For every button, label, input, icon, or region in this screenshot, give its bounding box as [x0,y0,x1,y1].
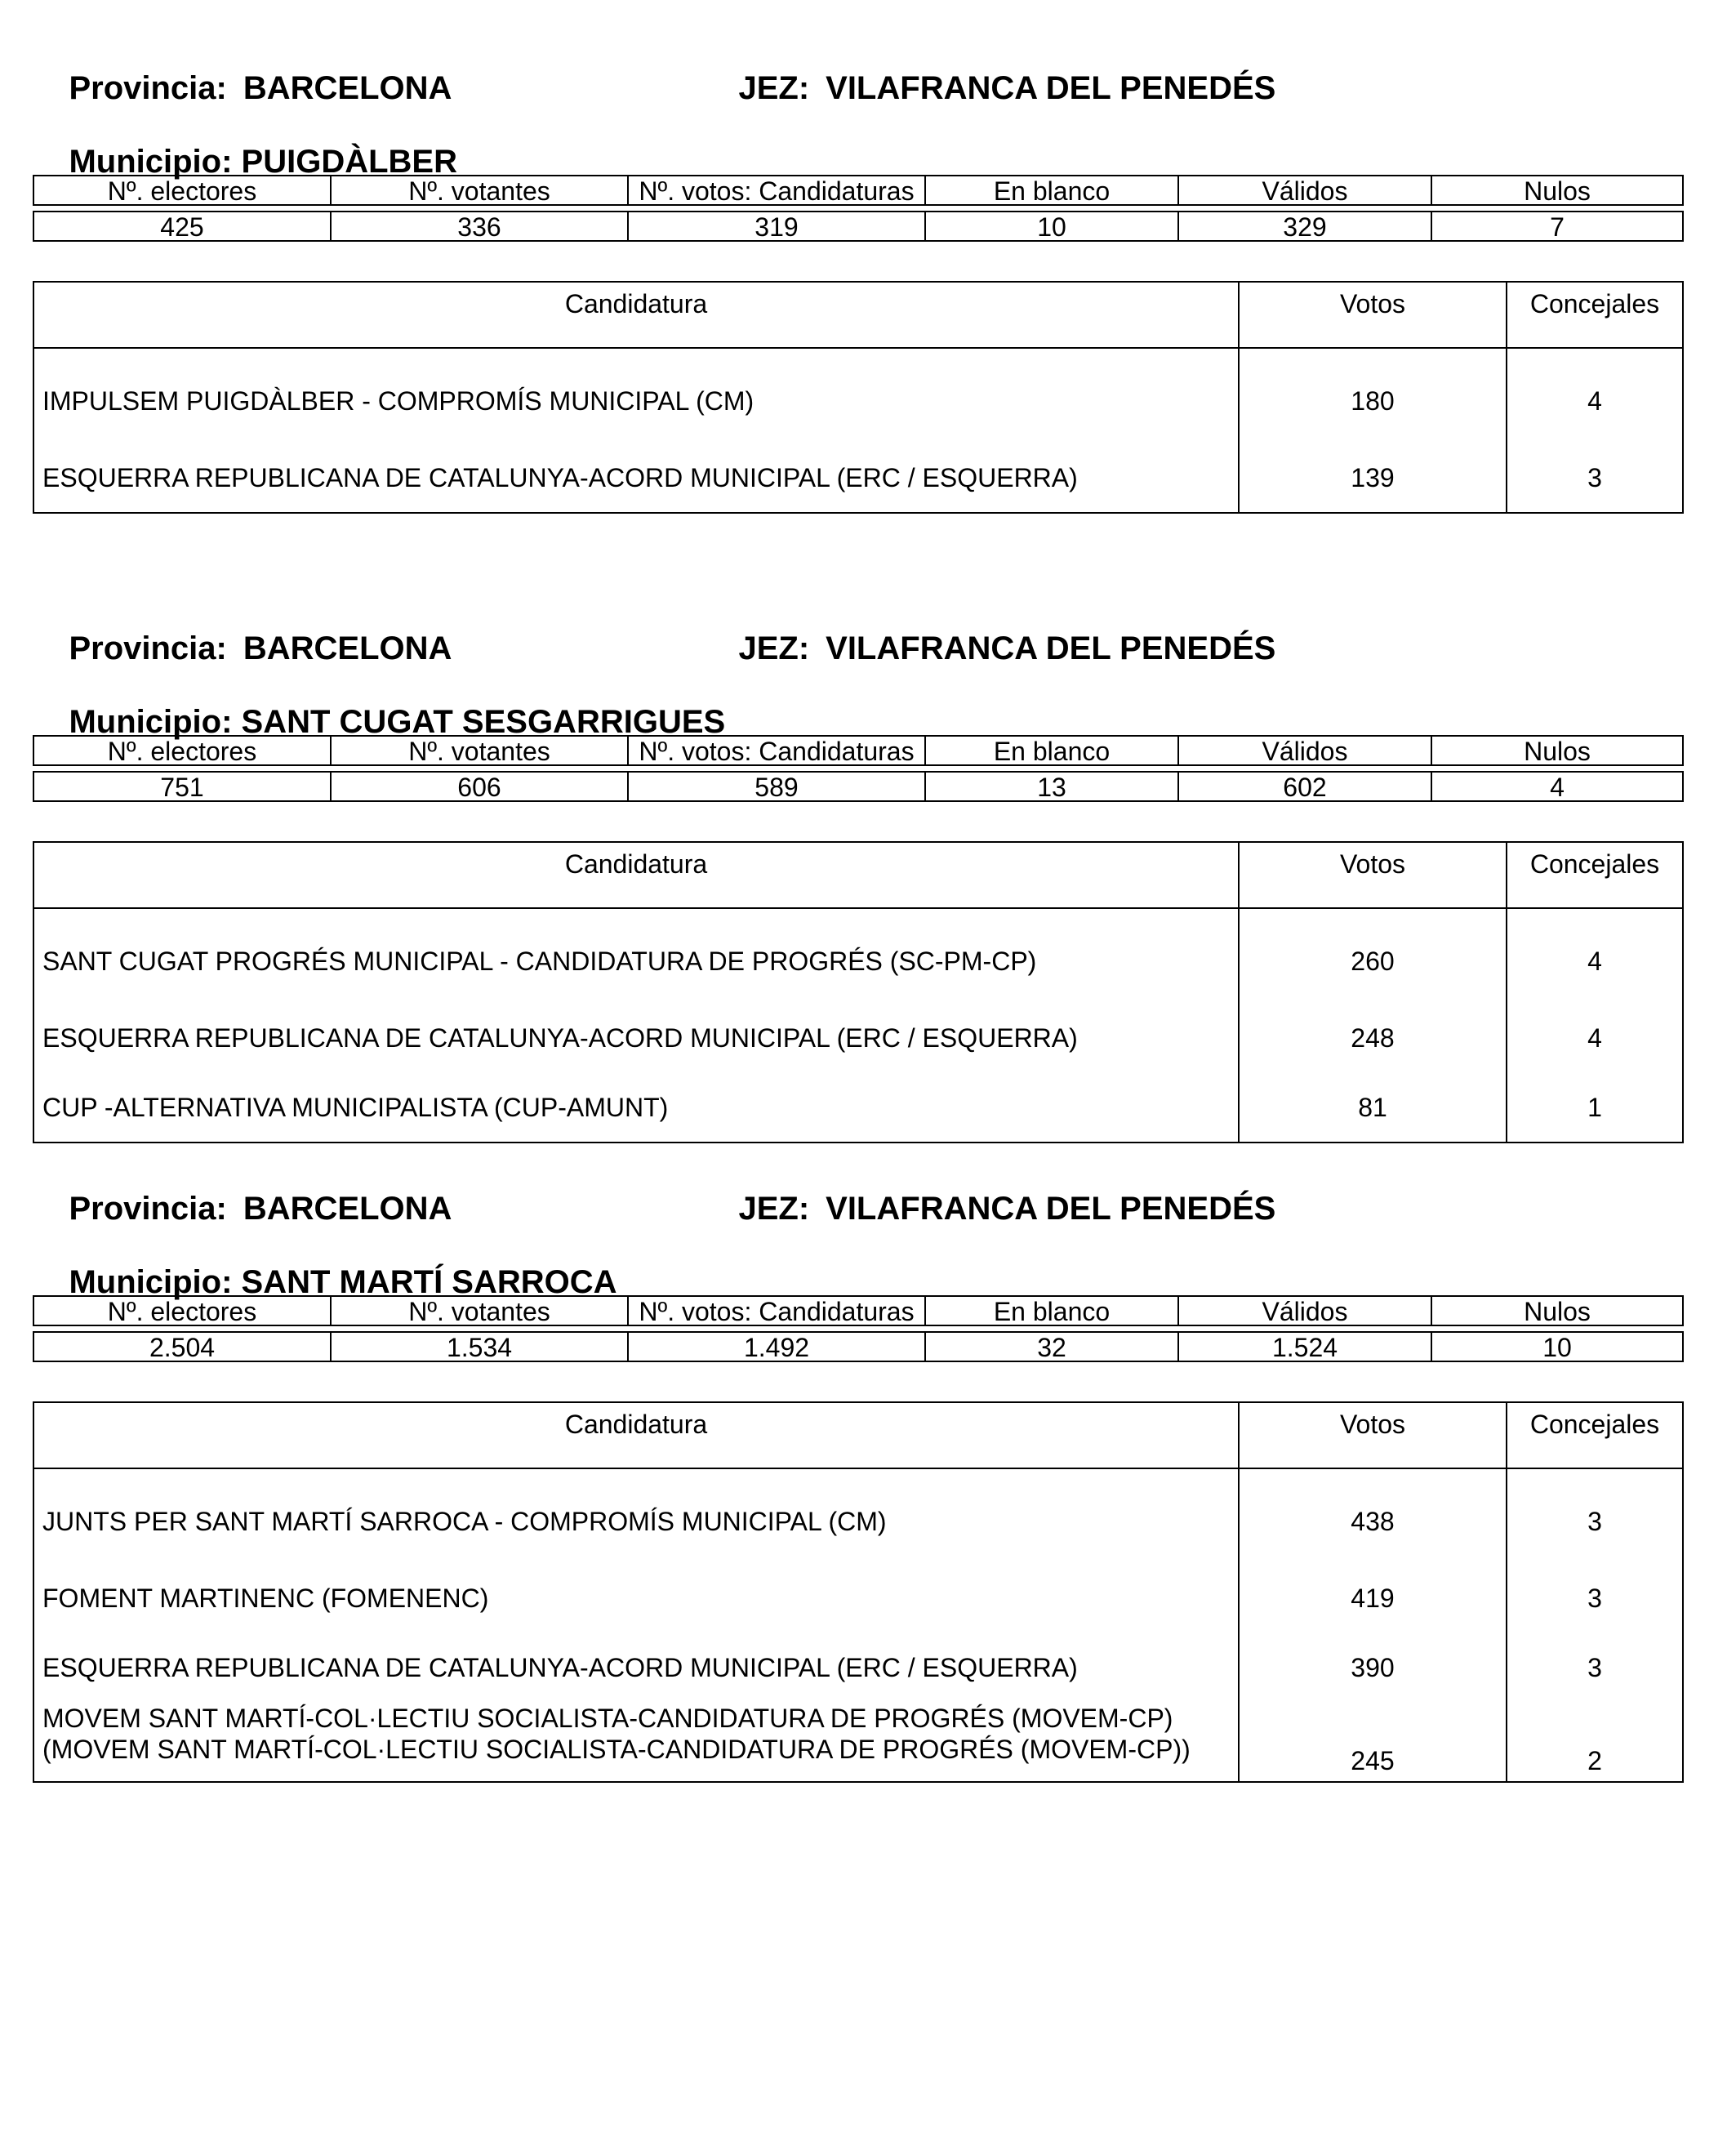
stat-votos-candidaturas: 1.492 [628,1332,925,1361]
cand-votos: 81 [1239,1072,1507,1143]
cand-name: ESQUERRA REPUBLICANA DE CATALUNYA-ACORD MUNICIPAL (ERC / ESQUERRA) [42,1022,1078,1053]
stat-electores: 751 [33,772,331,801]
stat-header-validos: Válidos [1178,1296,1431,1325]
municipio-label: Municipio: [69,144,233,180]
cand-votos: 248 [1239,1003,1507,1072]
stat-votos-candidaturas: 319 [628,212,925,241]
cand-name: SANT CUGAT PROGRÉS MUNICIPAL - CANDIDATURA DE PROGRÉS (SC-PM-CP) [42,947,1037,976]
stats-table [33,735,1684,802]
cand-concejales: 3 [1507,1633,1683,1702]
stats-header-row [33,176,1683,205]
provincia-value: BARCELONA [243,630,452,666]
stat-header-en-blanco: En blanco [925,736,1178,765]
stat-electores: 2.504 [33,1332,331,1361]
provincia-label: Provincia: [69,630,227,666]
jez-label: JEZ: [738,630,810,666]
cand-votos: 260 [1239,908,1507,1003]
stat-votos-candidaturas: 589 [628,772,925,801]
stat-header-validos: Válidos [1178,736,1431,765]
municipio-value: SANT MARTÍ SARROCA [241,1264,617,1300]
cand-concejales: 1 [1507,1072,1683,1143]
table-row [33,908,1683,1003]
cand-header-votos: Votos [1239,282,1507,348]
stats-value-row [33,212,1683,241]
cand-concejales: 4 [1507,908,1683,1003]
cand-votos: 419 [1239,1563,1507,1633]
candidaturas-table [33,281,1684,514]
cand-header-votos: Votos [1239,842,1507,908]
provincia-label: Provincia: [69,70,227,106]
stat-header-votantes: Nº. votantes [331,176,628,205]
stat-header-votantes: Nº. votantes [331,1296,628,1325]
municipio-label: Municipio: [69,704,233,740]
stat-nulos: 10 [1431,1332,1683,1361]
table-row [33,1633,1683,1702]
stat-header-nulos: Nulos [1431,736,1683,765]
stats-table [33,175,1684,242]
stat-header-votos-candidaturas: Nº. votos: Candidaturas [628,176,925,205]
jez-label: JEZ: [738,70,810,106]
cand-name: JUNTS PER SANT MARTÍ SARROCA - COMPROMÍS MUNICIPAL (CM) [42,1507,887,1536]
cand-votos: 438 [1239,1468,1507,1563]
cand-header-candidatura: Candidatura [33,282,1239,348]
cand-votos: 180 [1239,348,1507,443]
jez-value: VILAFRANCA DEL PENEDÉS [826,1191,1276,1227]
candidaturas-table [33,1401,1684,1783]
cand-name [33,1702,1239,1782]
stat-validos: 602 [1178,772,1431,801]
cand-header-candidatura: Candidatura [33,842,1239,908]
stat-header-votos-candidaturas: Nº. votos: Candidaturas [628,736,925,765]
jez-line [702,590,1275,707]
stat-header-nulos: Nulos [1431,176,1683,205]
stat-en-blanco: 32 [925,1332,1178,1361]
jez-line [702,1150,1275,1267]
cand-header-candidatura: Candidatura [33,1402,1239,1468]
stat-nulos: 7 [1431,212,1683,241]
municipio-label: Municipio: [69,1264,233,1300]
municipio-value: SANT CUGAT SESGARRIGUES [241,704,726,740]
cand-concejales: 3 [1507,1563,1683,1633]
stat-header-en-blanco: En blanco [925,176,1178,205]
cand-concejales: 3 [1507,443,1683,513]
cand-header-votos: Votos [1239,1402,1507,1468]
stat-electores: 425 [33,212,331,241]
table-row [33,348,1683,443]
table-row [33,1563,1683,1633]
provincia-value: BARCELONA [243,70,452,106]
cand-header-row [33,1402,1683,1468]
table-row [33,1072,1683,1143]
stat-header-electores: Nº. electores [33,736,331,765]
stat-nulos: 4 [1431,772,1683,801]
table-row [33,443,1683,513]
stat-header-votantes: Nº. votantes [331,736,628,765]
jez-value: VILAFRANCA DEL PENEDÉS [826,70,1276,106]
cand-concejales: 4 [1507,1003,1683,1072]
stats-header-row [33,1296,1683,1325]
cand-name-line2: (MOVEM SANT MARTÍ-COL·LECTIU SOCIALISTA-CANDIDATURA DE PROGRÉS (MOVEM-CP)) [42,1735,1191,1764]
jez-label: JEZ: [738,1191,810,1227]
stats-value-row [33,772,1683,801]
stat-votantes: 606 [331,772,628,801]
stat-header-en-blanco: En blanco [925,1296,1178,1325]
jez-line [702,29,1275,147]
candidaturas-table [33,841,1684,1143]
municipio-value: PUIGDÀLBER [241,144,457,180]
cand-votos: 390 [1239,1633,1507,1702]
table-row [33,1702,1683,1782]
cand-concejales: 3 [1507,1468,1683,1563]
cand-votos: 245 [1239,1702,1507,1782]
cand-header-row [33,282,1683,348]
stat-en-blanco: 13 [925,772,1178,801]
stat-header-electores: Nº. electores [33,176,331,205]
cand-header-row [33,842,1683,908]
stats-value-row [33,1332,1683,1361]
jez-value: VILAFRANCA DEL PENEDÉS [826,630,1276,666]
cand-name: ESQUERRA REPUBLICANA DE CATALUNYA-ACORD MUNICIPAL (ERC / ESQUERRA) [42,1652,1078,1682]
provincia-label: Provincia: [69,1191,227,1227]
cand-name: FOMENT MARTINENC (FOMENENC) [42,1583,489,1613]
stat-validos: 1.524 [1178,1332,1431,1361]
stat-header-electores: Nº. electores [33,1296,331,1325]
cand-concejales: 4 [1507,348,1683,443]
stats-header-row [33,736,1683,765]
stat-header-validos: Válidos [1178,176,1431,205]
cand-name: IMPULSEM PUIGDÀLBER - COMPROMÍS MUNICIPAL (CM) [42,386,754,416]
cand-concejales: 2 [1507,1702,1683,1782]
cand-votos: 139 [1239,443,1507,513]
stat-header-nulos: Nulos [1431,1296,1683,1325]
stat-en-blanco: 10 [925,212,1178,241]
cand-name: CUP -ALTERNATIVA MUNICIPALISTA (CUP-AMUNT) [42,1092,669,1122]
cand-name-line1: MOVEM SANT MARTÍ-COL·LECTIU SOCIALISTA-CANDIDATURA DE PROGRÉS (MOVEM-CP) [42,1704,1173,1733]
table-row [33,1003,1683,1072]
provincia-value: BARCELONA [243,1191,452,1227]
cand-header-concejales: Concejales [1507,282,1683,348]
cand-header-concejales: Concejales [1507,842,1683,908]
stat-header-votos-candidaturas: Nº. votos: Candidaturas [628,1296,925,1325]
table-row [33,1468,1683,1563]
cand-header-concejales: Concejales [1507,1402,1683,1468]
stat-validos: 329 [1178,212,1431,241]
stats-table [33,1295,1684,1362]
stat-votantes: 1.534 [331,1332,628,1361]
cand-name: ESQUERRA REPUBLICANA DE CATALUNYA-ACORD MUNICIPAL (ERC / ESQUERRA) [42,462,1078,492]
stat-votantes: 336 [331,212,628,241]
